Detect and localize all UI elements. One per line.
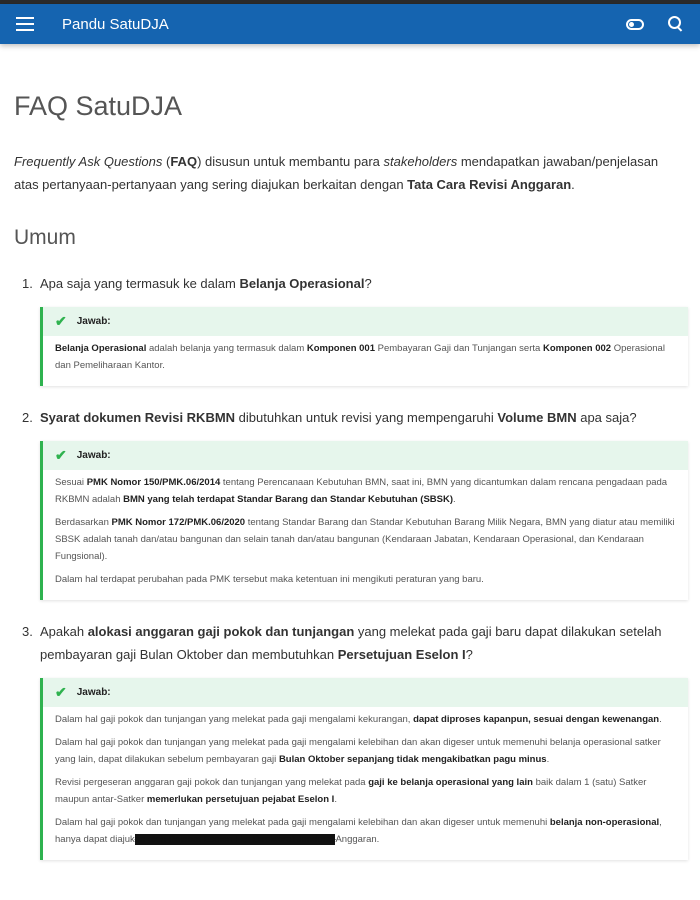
t: Komponen 001 [306, 343, 375, 354]
t: belanja non-operasional [549, 817, 660, 828]
t: ? [364, 276, 372, 291]
section-heading: Umum [14, 226, 76, 249]
t: apa saja? [576, 410, 637, 425]
intro-text [14, 150, 686, 196]
t: adalah belanja yang termasuk dalam [146, 343, 307, 354]
p: Dalam hal terdapat perubahan pada PMK tersebut maka ketentuan ini mengikuti peraturan yang baru. [55, 574, 484, 585]
answer-header [43, 307, 688, 336]
t: stakeholders [383, 154, 458, 169]
t: . [659, 714, 662, 725]
t: Anggaran. [335, 834, 380, 845]
t: mendapatkan jawaban/penjelasan atas pertanyaan-pertanyaan yang sering diajukan berkaitan dengan [14, 154, 659, 192]
answer-body [43, 336, 688, 386]
question-3 [14, 620, 686, 666]
t: ) disusun untuk membantu para [197, 154, 384, 169]
check-icon: ✔ [55, 684, 67, 700]
answer-header [43, 678, 688, 707]
answer-header [43, 441, 688, 470]
t: tentang Perencanaan Kebutuhan BMN, saat ini, BMN yang dicantumkan dalam rencana pengadaan pada RKBMN adalah [55, 477, 668, 505]
answer-label: Jawab: [76, 316, 111, 327]
t: Apakah [40, 624, 88, 639]
q-text [40, 620, 686, 666]
t: ? [465, 647, 473, 662]
t: Tata Cara Revisi Anggaran [407, 177, 572, 192]
t: gaji ke belanja operasional yang lain [368, 777, 533, 788]
app-bar [0, 4, 700, 44]
t: Komponen 002 [542, 343, 612, 354]
check-icon: ✔ [55, 447, 67, 463]
t: baik dalam 1 (satu) Satker maupun antar-Satker [55, 777, 647, 805]
t: dibutuhkan untuk revisi yang mempengaruhi [235, 410, 498, 425]
t: . [334, 794, 337, 805]
t: PMK Nomor 172/PMK.06/2020 [111, 517, 246, 528]
question-2 [14, 406, 686, 429]
t: Frequently Ask Questions [14, 154, 163, 169]
check-icon: ✔ [55, 313, 67, 329]
question-1 [14, 272, 686, 295]
answer-box-3 [40, 678, 688, 860]
answer-box-1 [40, 307, 688, 386]
q-num: 2. [22, 410, 33, 425]
p [55, 474, 676, 508]
t: ( [162, 154, 171, 169]
q-text [40, 272, 686, 295]
p [55, 711, 676, 728]
p [55, 774, 676, 808]
answer-label: Jawab: [76, 450, 111, 461]
menu-icon[interactable] [16, 17, 34, 31]
t: PMK Nomor 150/PMK.06/2014 [86, 477, 221, 488]
content [0, 91, 700, 860]
answer-label: Jawab: [76, 687, 111, 698]
answer-body [43, 707, 688, 860]
t: FAQ [170, 154, 198, 169]
p [55, 514, 676, 565]
app-title[interactable]: Pandu SatuDJA [62, 15, 169, 33]
t: tentang Standar Barang dan Standar Kebutuhan Barang Milik Negara, BMN yang diatur atau memiliki SBSK adalah tanah dan/atau bangunan dan selain tanah dan/atau bangunan (Kendaraan Jabatan, Kendaraan Operasional, dan Kendaraan Fungsional). [55, 517, 675, 562]
q-text [40, 406, 686, 429]
t: Bulan Oktober sepanjang tidak mengakibatkan pagu minus [278, 754, 547, 765]
t: Dalam hal gaji pokok dan tunjangan yang melekat pada gaji mengalami kelebihan dan akan digeser untuk memenuhi belanja operasional satker yang lain, dapat dilakukan sebelum pembayaran gaji [55, 737, 661, 765]
t: Pembayaran Gaji dan Tunjangan serta [375, 343, 543, 354]
toggle-icon[interactable] [626, 19, 644, 30]
t: dapat diproses kapanpun, sesuai dengan kewenangan [413, 714, 660, 725]
t: . [571, 177, 575, 192]
t: Operasional dan Pemeliharaan Kantor. [55, 343, 665, 371]
t: Syarat dokumen Revisi RKBMN [40, 410, 236, 425]
t: memerlukan persetujuan pejabat Eselon I [146, 794, 335, 805]
t: Dalam hal gaji pokok dan tunjangan yang melekat pada gaji mengalami kekurangan, [55, 714, 414, 725]
t: Volume BMN [497, 410, 577, 425]
t: Revisi pergeseran anggaran gaji pokok dan tunjangan yang melekat pada [55, 777, 369, 788]
t: . [453, 494, 456, 505]
t: alokasi anggaran gaji pokok dan tunjangan [87, 624, 355, 639]
search-icon[interactable] [668, 16, 684, 32]
t: BMN yang telah terdapat Standar Barang dan Standar Kebutuhan (SBSK) [123, 494, 454, 505]
page-title: FAQ SatuDJA [14, 91, 183, 121]
answer-body [43, 470, 688, 600]
q-num: 3. [22, 624, 33, 639]
t: Belanja Operasional [239, 276, 365, 291]
t: Dalam hal gaji pokok dan tunjangan yang melekat pada gaji mengalami kelebihan dan akan digeser untuk memenuhi [55, 817, 550, 828]
t: Belanja Operasional [55, 343, 147, 354]
t: Apa saja yang termasuk ke dalam [40, 276, 240, 291]
t: Persetujuan Eselon I [337, 647, 466, 662]
t: yang melekat pada gaji baru dapat dilakukan setelah pembayaran gaji Bulan Oktober dan membutuhkan [40, 624, 662, 662]
redacted-text: an oleh Pejabat Eselon I ke Direktorat Jenderal [134, 834, 336, 845]
p [55, 814, 676, 848]
p [55, 734, 676, 768]
answer-box-2 [40, 441, 688, 600]
p [55, 340, 676, 374]
t: , hanya dapat diajuk [55, 817, 662, 845]
t: . [546, 754, 550, 765]
t: Sesuai [55, 477, 87, 488]
t: Berdasarkan [55, 517, 112, 528]
q-num: 1. [22, 276, 33, 291]
